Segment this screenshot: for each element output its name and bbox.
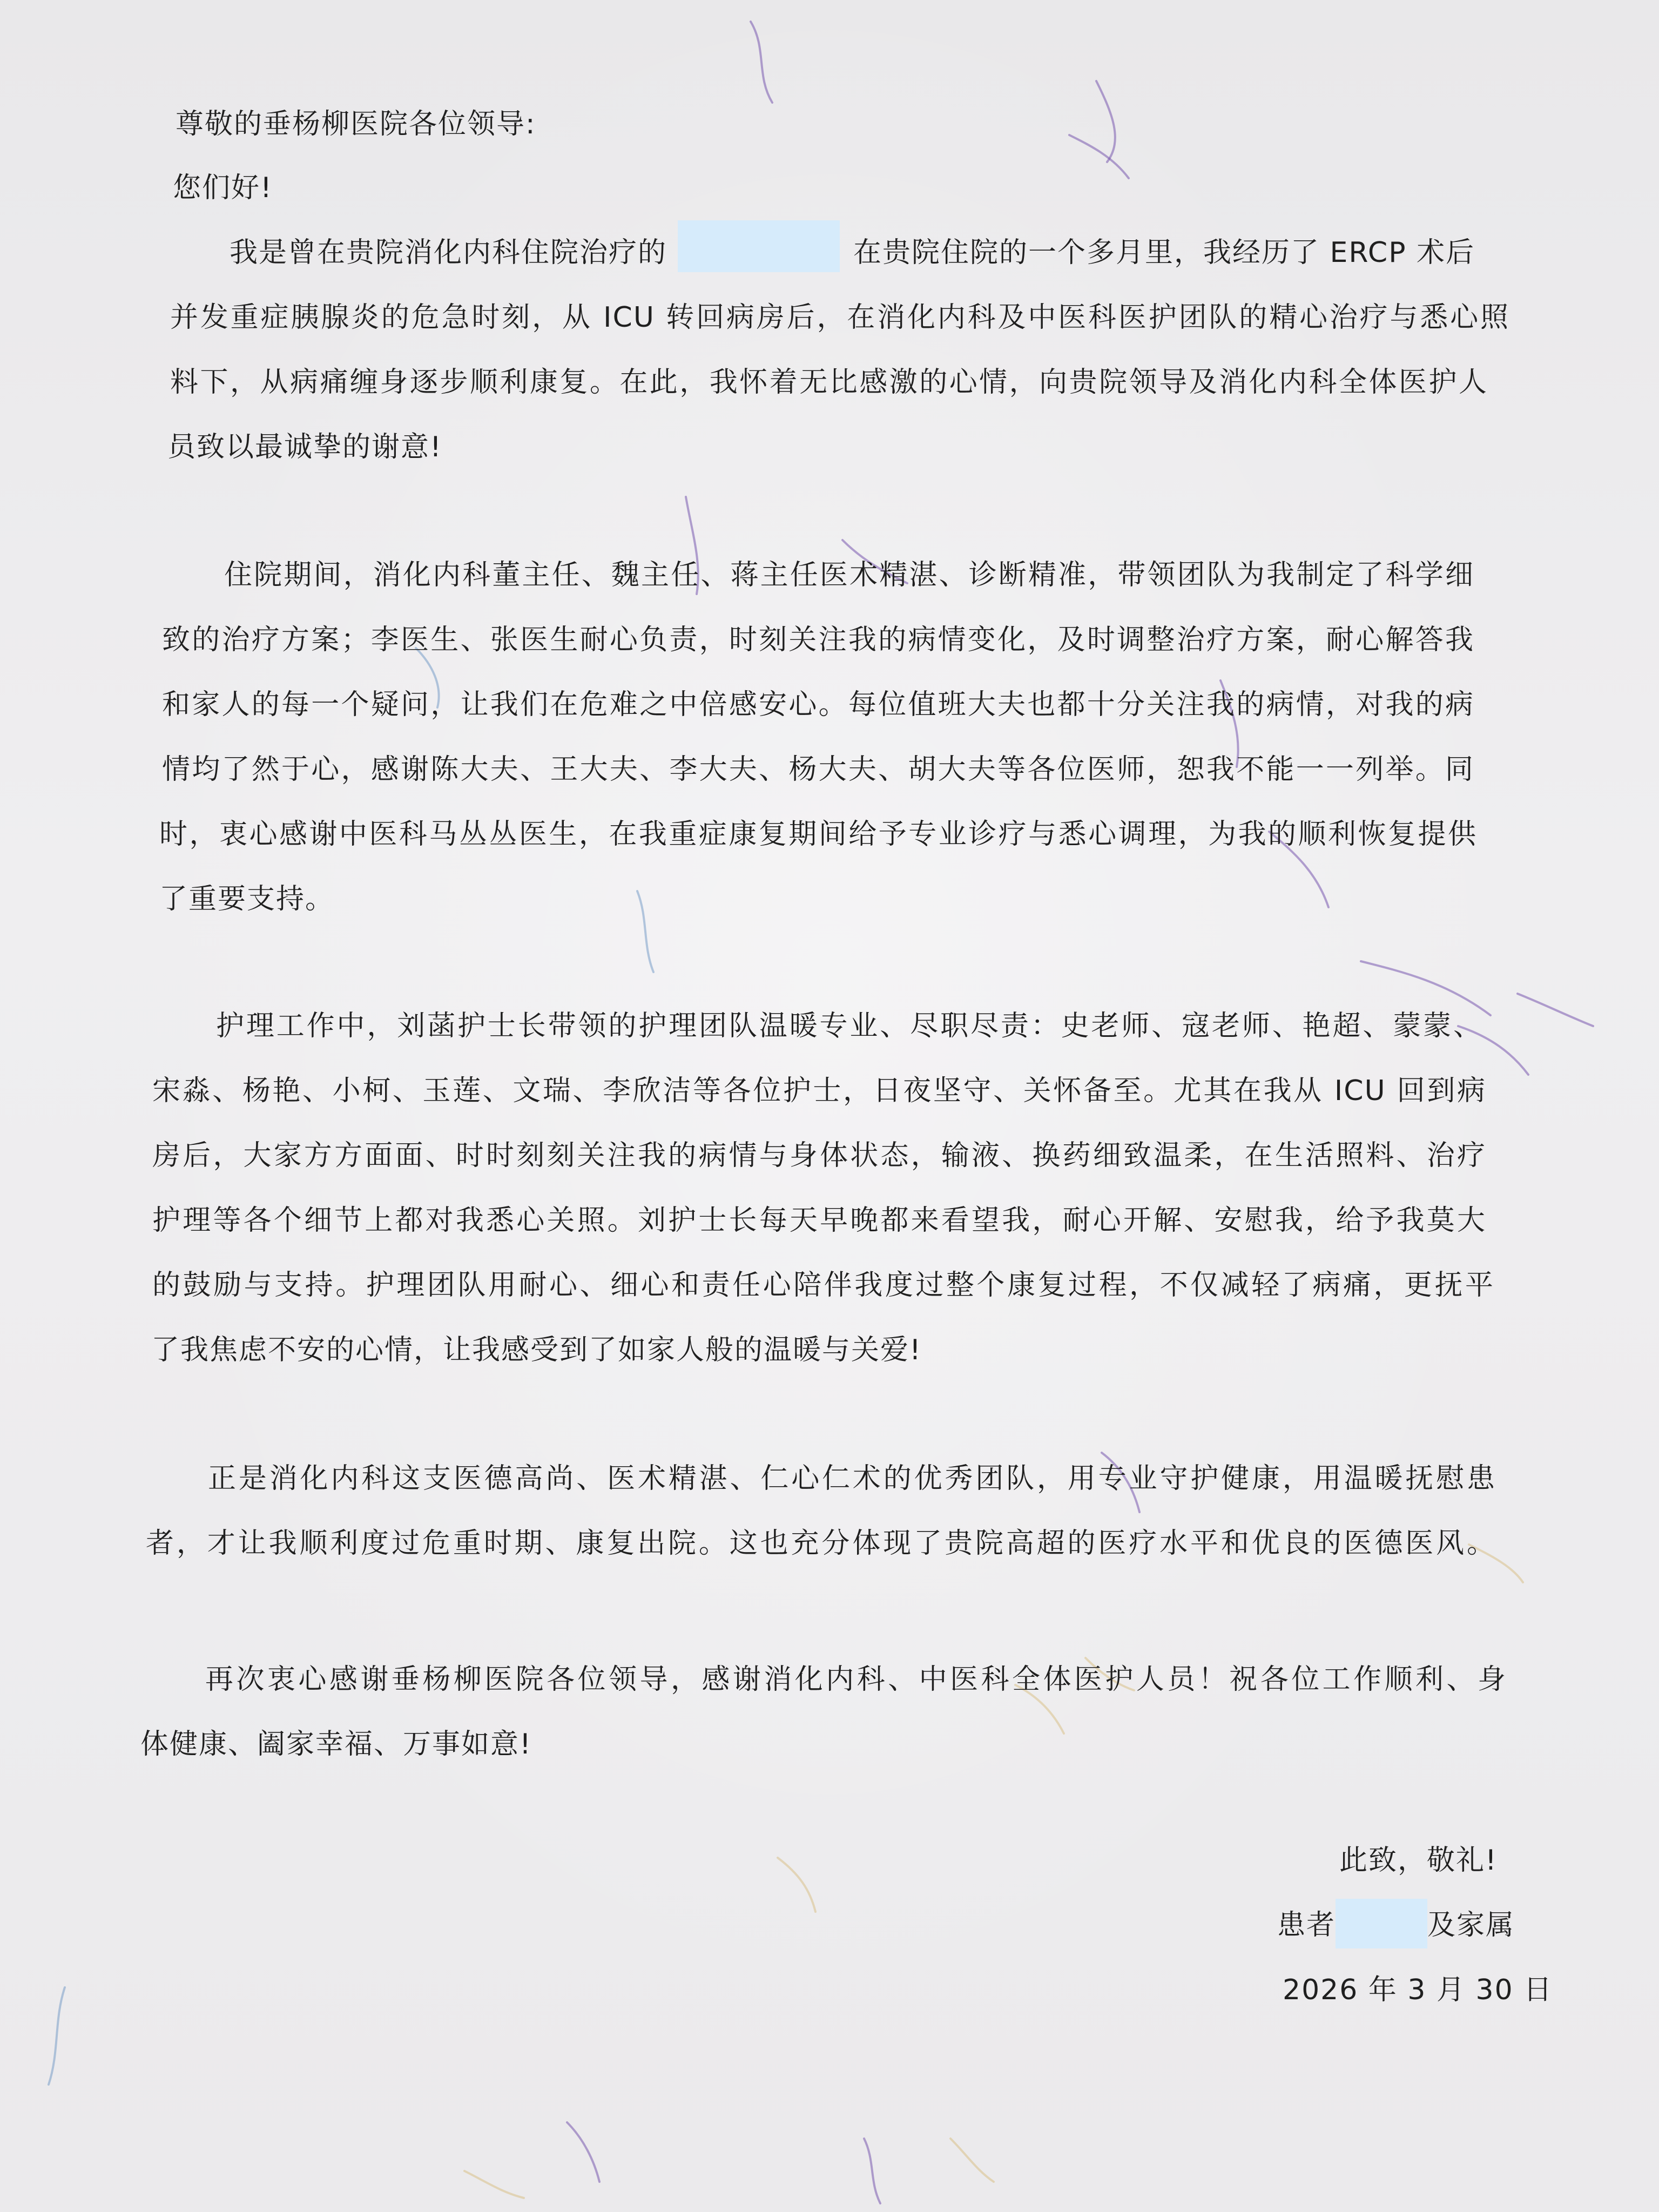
redacted-name-box — [678, 220, 840, 272]
paragraph-2-line-1: 住院期间，消化内科董主任、魏主任、蒋主任医术精湛、诊断精准，带领团队为我制定了科学细 — [224, 559, 1474, 591]
paragraph-4-line-2: 者，才让我顺利度过危重时期、康复出院。这也充分体现了贵院高超的医疗水平和优良的医德医风。 — [146, 1527, 1496, 1560]
paragraph-3-line-6: 了我焦虑不安的心情，让我感受到了如家人般的温暖与关爱! — [151, 1334, 922, 1366]
paragraph-4-line-1: 正是消化内科这支医德高尚、医术精湛、仁心仁术的优秀团队，用专业守护健康，用温暖抚慰患 — [208, 1462, 1496, 1495]
paragraph-5-line-1: 再次衷心感谢垂杨柳医院各位领导，感谢消化内科、中医科全体医护人员！祝各位工作顺利、身 — [205, 1663, 1507, 1696]
paragraph-1-line-4: 员致以最诚挚的谢意! — [167, 431, 442, 463]
paragraph-5-line-2: 体健康、阖家幸福、万事如意! — [140, 1728, 532, 1761]
paragraph-2-line-2: 致的治疗方案；李医生、张医生耐心负责，时刻关注我的病情变化，及时调整治疗方案，耐心解答我 — [162, 624, 1474, 656]
paragraph-2-line-3: 和家人的每一个疑问，让我们在危难之中倍感安心。每位值班大夫也都十分关注我的病情，对我的病 — [162, 689, 1474, 721]
signature-prefix: 患者 — [1277, 1909, 1336, 1941]
signature-line — [1277, 1893, 1515, 1958]
greeting: 您们好! — [173, 172, 273, 204]
paragraph-1-line-3: 料下，从病痛缠身逐步顺利康复。在此，我怀着无比感激的心情，向贵院领导及消化内科全体医护人 — [170, 366, 1488, 399]
paragraph-1-line-2: 并发重症胰腺炎的危急时刻，从 ICU 转回病房后，在消化内科及中医科医护团队的精心治疗与悉心照 — [170, 301, 1509, 334]
paragraph-1-line-1b: 在贵院住院的一个多月里，我经历了 ERCP 术后 — [853, 237, 1475, 269]
salutation: 尊敬的垂杨柳医院各位领导: — [176, 108, 536, 140]
paragraph-3-line-1: 护理工作中，刘菡护士长带领的护理团队温暖专业、尽职尽责：史老师、寇老师、艳超、蒙蒙、 — [216, 1010, 1482, 1042]
closing: 此致，敬礼! — [1339, 1844, 1498, 1877]
signature-suffix: 及家属 — [1427, 1909, 1515, 1941]
paragraph-2-line-5: 时，衷心感谢中医科马丛丛医生，在我重症康复期间给予专业诊疗与悉心调理，为我的顺利恢复提供 — [159, 818, 1477, 851]
paragraph-3-line-2: 宋淼、杨艳、小柯、玉莲、文瑞、李欣洁等各位护士，日夜坚守、关怀备至。尤其在我从 ICU 回到病 — [152, 1075, 1486, 1107]
paragraph-2-line-4: 情均了然于心，感谢陈大夫、王大夫、李大夫、杨大夫、胡大夫等各位医师，恕我不能一一列举。同 — [162, 753, 1474, 786]
paragraph-3-line-5: 的鼓励与支持。护理团队用耐心、细心和责任心陪伴我度过整个康复过程，不仅减轻了病痛，更抚平 — [152, 1269, 1494, 1301]
letter-date: 2026 年 3 月 30 日 — [1283, 1974, 1553, 2006]
paragraph-3-line-4: 护理等各个细节上都对我悉心关照。刘护士长每天早晚都来看望我，耐心开解、安慰我，给予我莫大 — [152, 1204, 1486, 1237]
redacted-patient-name — [1336, 1899, 1427, 1948]
paragraph-2-line-6: 了重要支持。 — [159, 883, 335, 915]
paragraph-3-line-3: 房后，大家方方面面、时时刻刻关注我的病情与身体状态，输液、换药细致温柔，在生活照料、治疗 — [152, 1139, 1486, 1172]
paragraph-1-line-1a: 我是曾在贵院消化内科住院治疗的 — [230, 237, 667, 269]
